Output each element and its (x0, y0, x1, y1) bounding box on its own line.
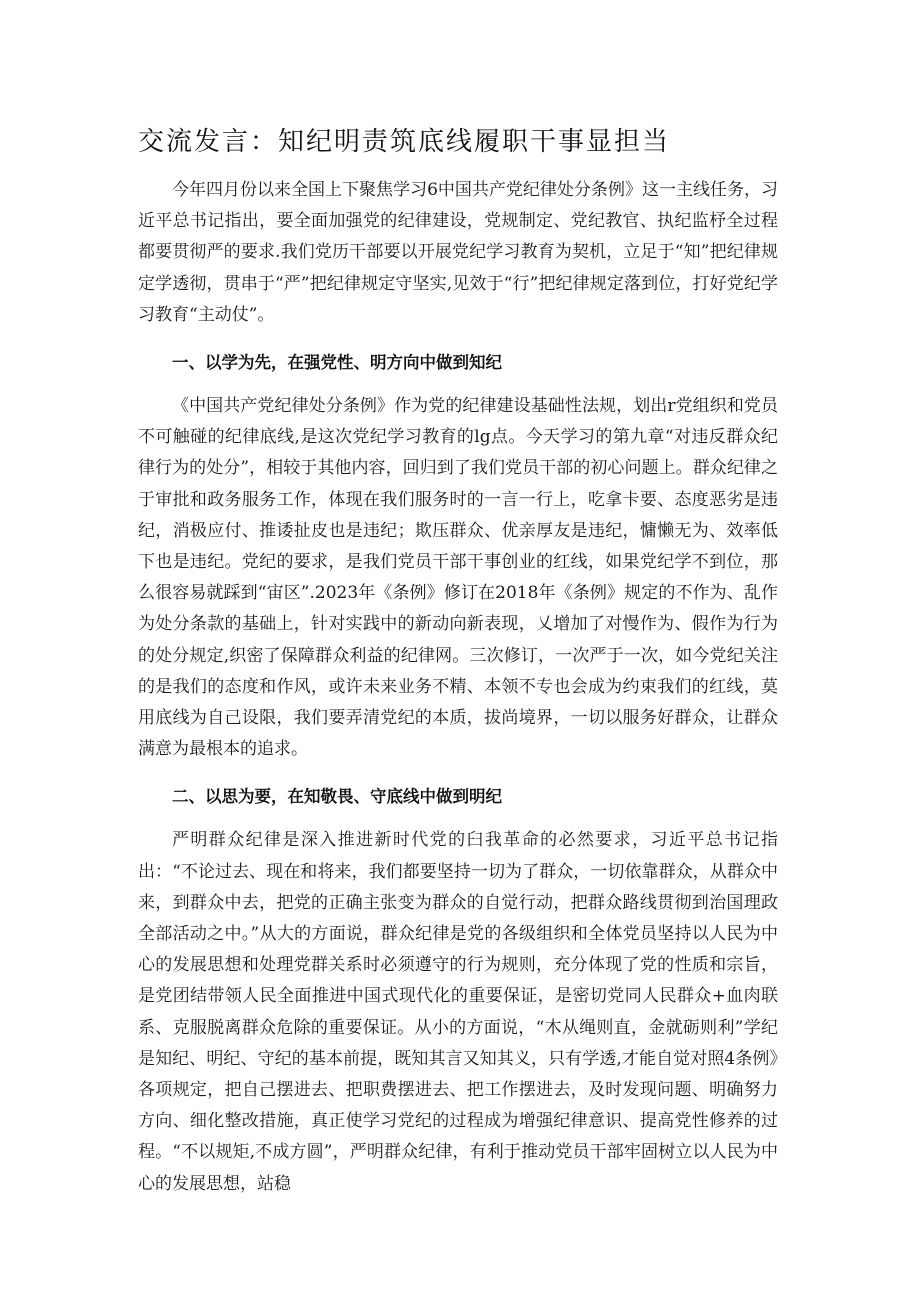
section-heading-2: 二、以思为要，在知敬畏、守底线中做到明纪 (172, 787, 502, 807)
document-body (138, 175, 778, 1200)
section-body-2: 严明群众纪律是深入推进新时代党的臼我革命的必然要求，习近平总书记指出：“不论过去、现在和将来，我们都要坚持一切为了群众，一切依靠群众，从群众中来，到群众中去，把党的正确主张变为群众的自觉行动，把群众路线贯彻到治国理政全部活动之中。”从大的方面说，群众纪律是党的各级组织和全体党员坚持以人民为中心的发展思想和处理党群关系时必须遵守的行为规则，充分体现了党的性质和宗旨，是党团结带领人民全面推进中国式现代化的重要保证，是密切党同人民群众+血肉联系、克服脱离群众危除的重要保证。从小的方面说，“木从绳则直，金就砺则利”学纪是知纪、明纪、守纪的基本前提，既知其言又知其义，只有学透,才能自觉对照4条例》各项规定，把自己摆进去、把职费摆进去、把工作摆进去，及时发现问题、明确努力方向、细化整改措施，真正使学习党纪的过程成为增强纪律意识、提高党性修养的过程。“不以规矩,不成方圆”，严明群众纪律，有利于推动党员干部牢固树立以人民为中心的发展思想，站稳 (138, 830, 778, 1194)
document-title: 交流发言：知纪明责筑底线履职干事显担当 (138, 127, 671, 157)
section-heading-1: 一、以学为先，在强党性、明方向中做到知纪 (172, 353, 502, 373)
section-body-1: 《中国共产党纪律处分条例》作为党的纪律建设基础性法规，划出r党组织和党员不可触碰的纪律底线,是这次党纪学习教育的lg点。今天学习的第九章“对违反群众纪律行为的处分”，相较于其他内容，回归到了我们党员干部的初心问题上。群众纪律之于审批和政务服务工作，体现在我们服务时的一言一行上，吃拿卡要、态度恶劣是违纪，消极应付、推诿扯皮也是违纪；欺压群众、优亲厚友是违纪，慵懒无为、效率低下也是违纪。党纪的要求，是我们党员干部干事创业的红线，如果党纪学不到位，那么很容易就踩到“宙区”.2023年《条例》修订在2018年《条例》规定的不作为、乱作为处分条款的基础上，针对实践中的新动向新表现，乂增加了对慢作为、假作为行为的处分规定,织密了保障群众利益的纪律网。三次修订，一次严于一次，如今党纪关注的是我们的态度和作风，或许未来业务不精、本领不专也会成为约束我们的红线，莫用底线为自己设限，我们要弄清党纪的本质，拔尚境界，一切以服务好群众，让群众满意为最根本的追求。 (138, 396, 778, 760)
intro-paragraph: 今年四月份以来全国上下聚焦学习6中国共产党纪律处分条例》这一主线任务，习近平总书记指出，要全面加强党的纪律建设，党规制定、党纪教官、执纪监杼全过程都要贯彻严的要求.我们党历干部要以开展党纪学习教育为契机，立足于“知”把纪律规定学透彻，贯串于“严”把纪律规定守坚实,见效于“行”把纪律规定落到位，打好党纪学习教育“主动仗”。 (138, 180, 778, 325)
